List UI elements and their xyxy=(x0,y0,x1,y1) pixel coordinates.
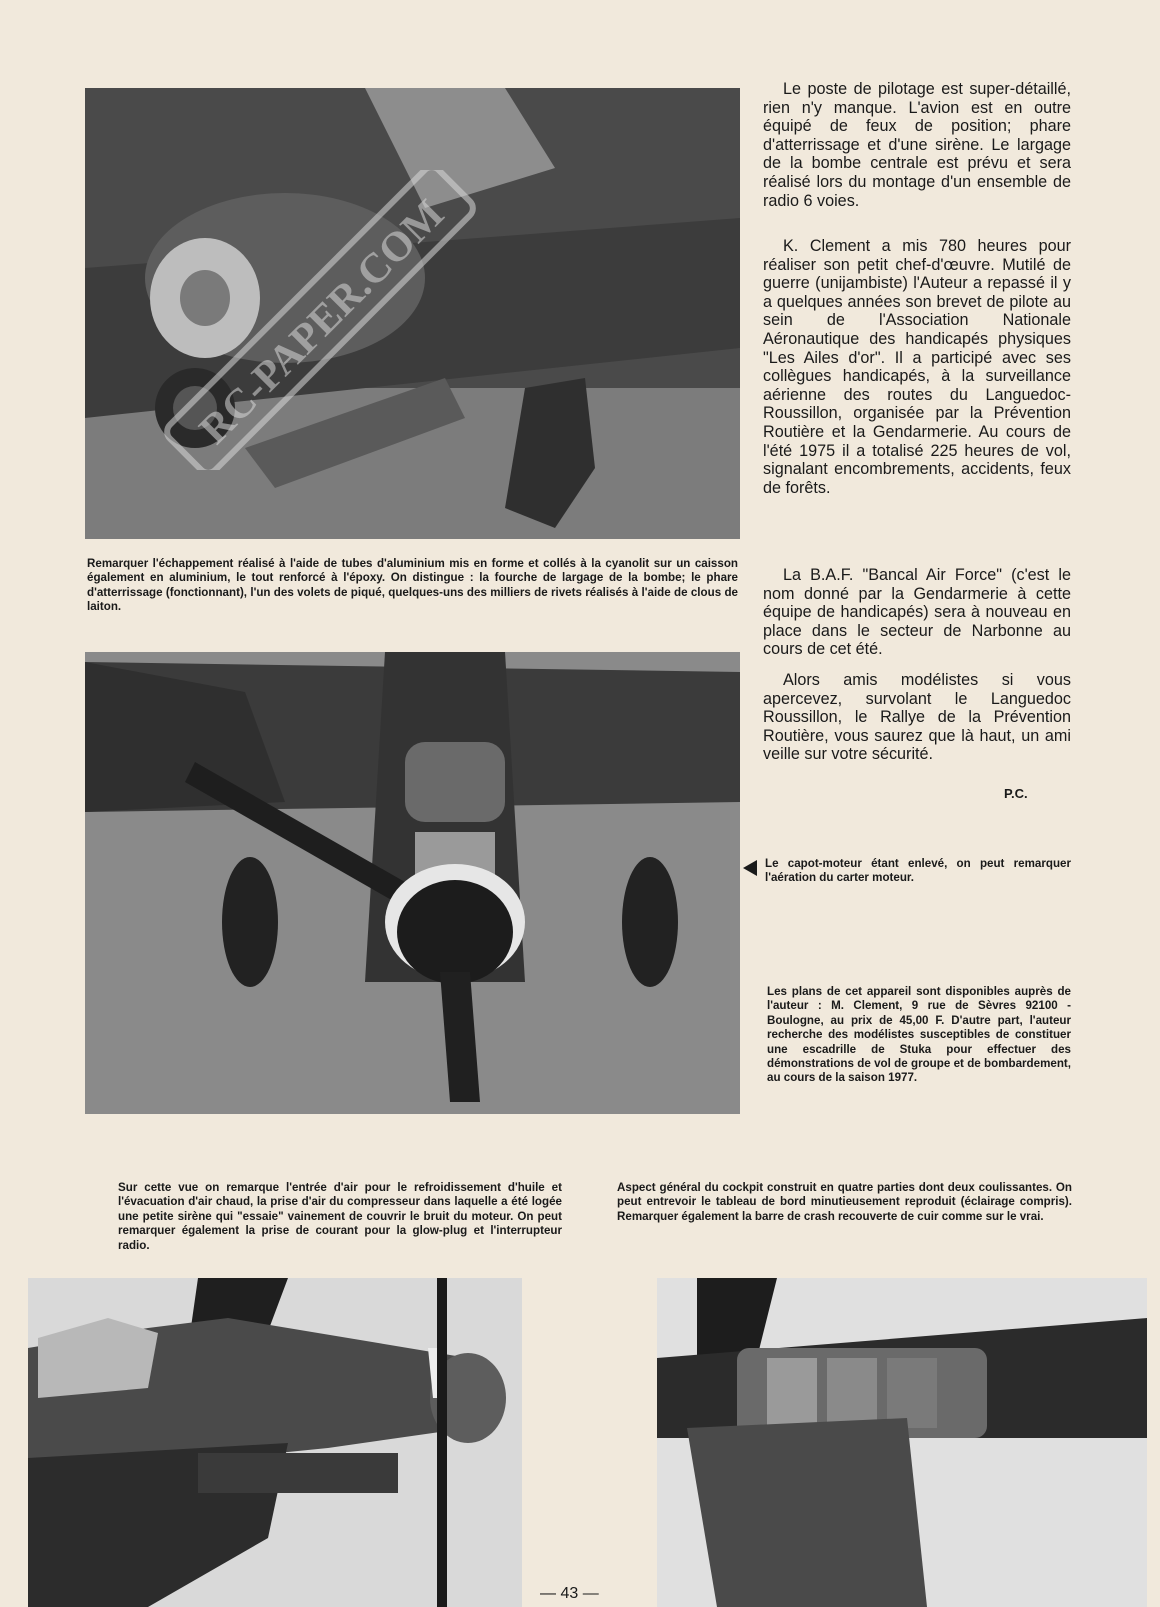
photo-stuka-cockpit-top xyxy=(657,1278,1147,1607)
caption-exhaust: Remarquer l'échappement réalisé à l'aide de tubes d'aluminium mis en forme et collés à la cyanolit sur un caisson également en aluminium, le tout renforcé à l'époxy. On distingue : la fourche de largage de la bombe; le phare d'atterrissage (fonctionnant), l'un des volets de piqué, quelques-uns des milliers de rivets réalisés à l'aide de clous de laiton. xyxy=(87,557,738,614)
author-signature: P.C. xyxy=(1004,786,1028,801)
caption-pointer-arrow-icon xyxy=(743,860,757,876)
page-number: — 43 — xyxy=(540,1585,599,1602)
watermark-text: RC-PAPER.COM xyxy=(191,191,454,454)
photo-stuka-side-intake xyxy=(28,1278,522,1607)
photo-stuka-engine-top xyxy=(85,652,740,1114)
body-paragraph-2: K. Clement a mis 780 heures pour réaliser son petit chef-d'œuvre. Mutilé de guerre (unijambiste) l'Auteur a repassé il y a quelques années son brevet de pilote au sein de l'Association Nationale Aéronautique des handicapés physiques "Les Ailes d'or". Il a participé avec ses collègues handicapés, à la surveillance aérienne des routes du Languedoc-Roussillon, organisée par la Prévention Routière et la Gendarmerie. Au cours de l'été 1975 il a totalisé 225 heures de vol, signalant encombrements, accidents, feux de forêts. xyxy=(763,237,1071,497)
caption-air-intake: Sur cette vue on remarque l'entrée d'air pour le refroidissement d'huile et l'évacuation d'air chaud, la prise d'air du compresseur dans laquelle a été logée une petite sirène qui "essaie" vainement de couvrir le bruit du moteur. On peut remarquer également la prise de courant pour la glow-plug et l'interrupteur radio. xyxy=(118,1181,562,1252)
caption-plans: Les plans de cet appareil sont disponibles auprès de l'auteur : M. Clement, 9 rue de Sèvres 92100 - Boulogne, au prix de 45,00 F. D'autre part, l'auteur recherche des modélistes susceptibles de constituer une escadrille de Stuka pour effectuer des démonstrations de vol de groupe et de bombardement, au cours de la saison 1977. xyxy=(767,985,1071,1085)
caption-cowling: Le capot-moteur étant enlevé, on peut remarquer l'aération du carter moteur. xyxy=(765,857,1071,885)
body-paragraph-4: Alors amis modélistes si vous apercevez, survolant le Languedoc Roussillon, le Rallye de la Prévention Routière, vous saurez que là haut, un ami veille sur votre sécurité. xyxy=(763,671,1071,764)
body-paragraph-1: Le poste de pilotage est super-détaillé, rien n'y manque. L'avion est en outre équipé de feux de position; phare d'atterrissage et d'une sirène. Le largage de la bombe centrale est prévu et sera réalisé lors du montage d'un ensemble de radio 6 voies. xyxy=(763,80,1071,210)
caption-cockpit: Aspect général du cockpit construit en quatre parties dont deux coulissantes. On peut entrevoir le tableau de bord minutieusement reproduit (éclairage compris). Remarquer également la barre de crash recouverte de cuir comme sur le vrai. xyxy=(617,1181,1072,1223)
watermark-stamp xyxy=(150,170,490,470)
body-paragraph-3: La B.A.F. "Bancal Air Force" (c'est le nom donné par la Gendarmerie à cette équipe de handicapés) sera à nouveau en place dans le secteur de Narbonne au cours de cet été. xyxy=(763,566,1071,659)
